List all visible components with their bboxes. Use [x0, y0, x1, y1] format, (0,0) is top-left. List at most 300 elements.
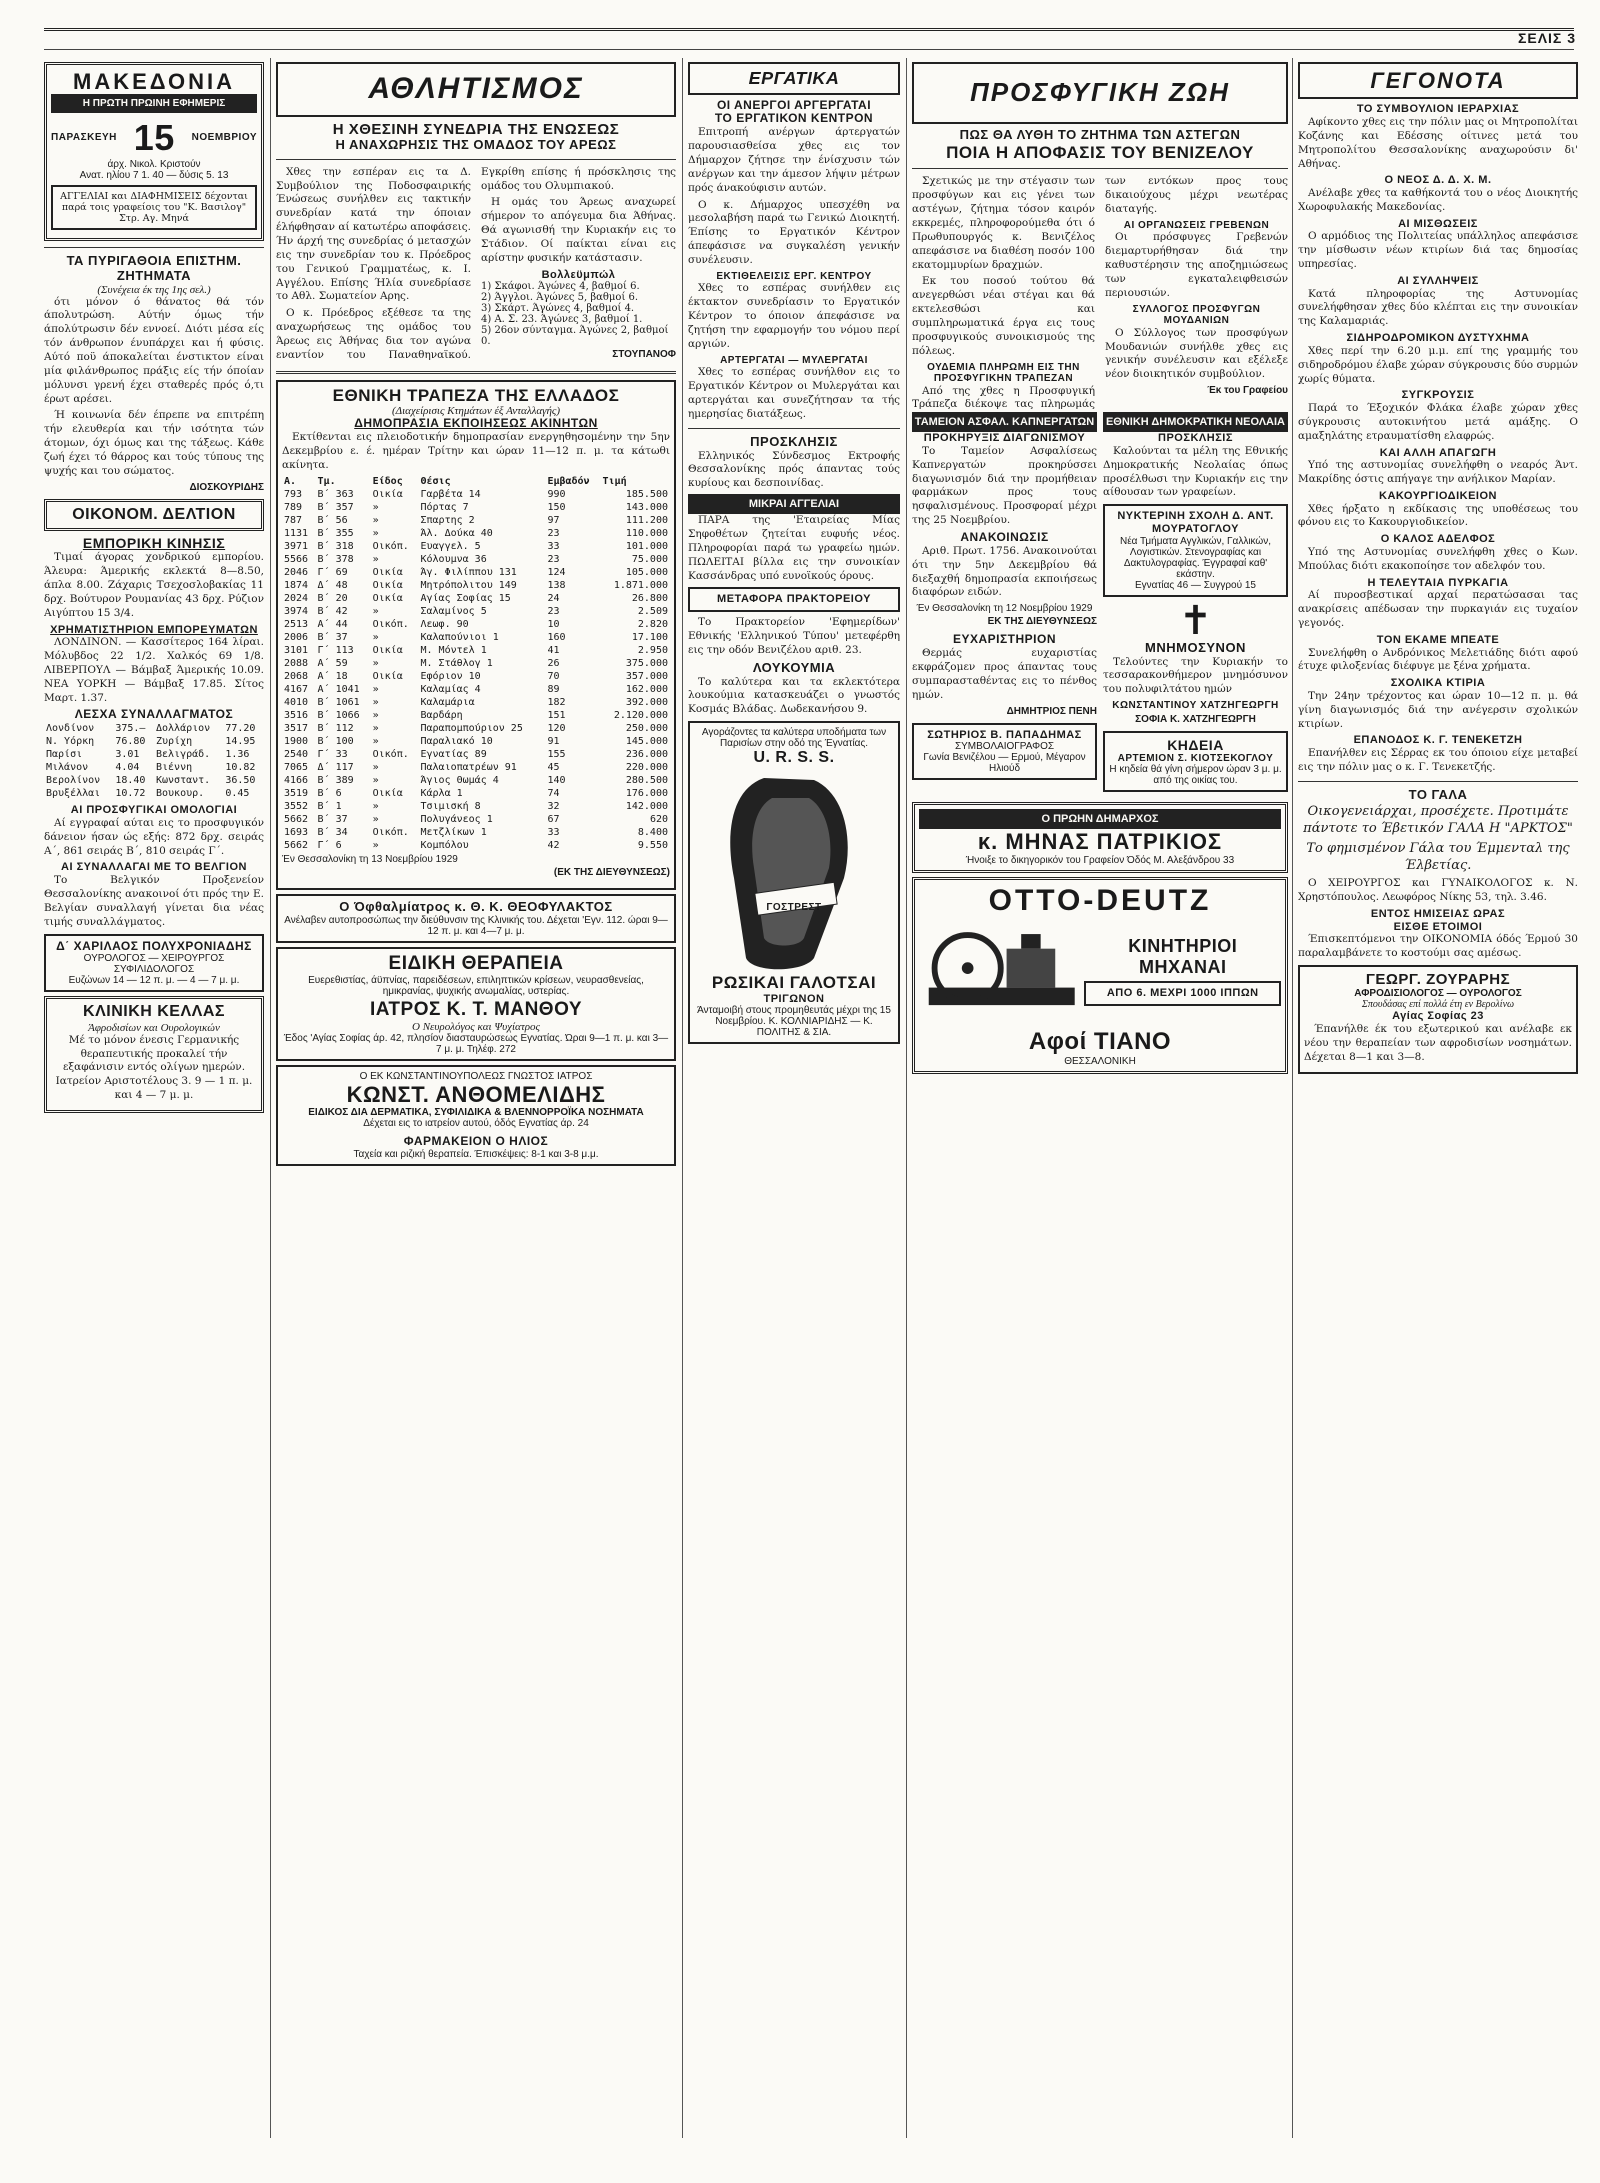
labor-body: Χθες το εσπέρας συνήλθεν εις έκτακτον συνεδρίασιν το Εργατικόν Κέντρον το όποιον άπεφάσισε να ζητήση την εφαρμογήν του νόμου περί αργιών.	[688, 282, 900, 350]
currency-title: ΛΕΣΧΑ ΣΥΝΑΛΛΑΓΜΑΤΟΣ	[74, 707, 234, 722]
property-cell: »	[372, 710, 379, 722]
property-cell: Β΄ 100	[317, 736, 354, 748]
property-cell: 2540	[284, 749, 309, 761]
doctor-address: Ευζώνων 14 — 12 π. μ. — 4 — 7 μ. μ.	[68, 975, 240, 987]
mayor-ad	[912, 802, 1288, 872]
property-cell: 23	[547, 528, 560, 540]
property-cell: 8.400	[637, 827, 668, 839]
property-cell: 2068	[284, 671, 309, 683]
property-cell: 620	[649, 814, 668, 826]
deutz-power: ΑΠΟ 6. ΜΕΧΡΙ 1000 ΙΠΠΩΝ	[1084, 981, 1281, 1006]
property-cell: 89	[547, 684, 560, 696]
belgium-title: ΑΙ ΣΥΝΑΛΛΑΓΑΙ ΜΕ ΤΟ ΒΕΛΓΙΟΝ	[61, 861, 247, 874]
property-cell: »	[372, 606, 379, 618]
galosh-illustration-icon	[694, 768, 894, 978]
urologist-ad	[1298, 965, 1578, 1073]
labor-body: Επιτροπή ανέργων άρτεργατών παρουσιασθείσα χθες εις τον Δήμαρχον ζήτησε την ένίσχυσιν τών ανέργων και την άμεσον λήψιν μέτρων πρός άνακούφισιν αυτών.	[688, 126, 900, 194]
column-2	[276, 58, 676, 1170]
property-cell: 2088	[284, 658, 309, 670]
deutz-brand: OTTO-DEUTZ	[988, 883, 1212, 917]
property-header: Α.	[284, 476, 297, 488]
property-cell: Β΄ 20	[317, 593, 348, 605]
property-cell: 2.820	[637, 619, 668, 631]
property-cell: 41	[547, 645, 560, 657]
property-cell: 3971	[284, 541, 309, 553]
property-cell: Β΄ 112	[317, 723, 354, 735]
property-cell: Γ΄ 6	[317, 840, 342, 852]
therapy-subtitle: Ο Νευρολόγος και Ψυχίατρος	[412, 1021, 540, 1034]
property-cell: Οικία	[372, 671, 403, 683]
property-cell: 74	[547, 788, 560, 800]
article-title: ΤΑ ΠΥΡΙΓΑΘΟΙΑ ΕΠΙΣΤΗΜ. ΖΗΤΗΜΑΤΑ	[66, 252, 242, 283]
property-row	[282, 501, 670, 514]
property-cell: Β΄ 42	[317, 606, 348, 618]
labor-sub: ΕΚΤΙΘΕΛΕΙΣΙΣ ΕΡΓ. ΚΕΝΤΡΟΥ	[716, 270, 872, 282]
therapy-address: Έδος 'Αγίας Σοφίας άρ. 42, πλησίον διασταυρώσεως Εγνατίας. Ώραι 9—1 π. μ. και 3—7 μ. μ. Τηλέφ. 272	[283, 1033, 669, 1056]
currency-cell: 18.40	[115, 775, 146, 787]
shoe-label: ΓΟΣΤΡΕΣΤ	[766, 901, 822, 913]
masthead-box	[44, 62, 264, 241]
bank-notice	[276, 380, 676, 891]
property-row	[282, 761, 670, 774]
property-cell: 110.000	[625, 528, 668, 540]
column-divider	[270, 58, 271, 2138]
month-label: ΝΟΕΜΒΡΙΟΥ	[191, 132, 257, 144]
property-row	[282, 709, 670, 722]
property-cell: Βαρδάρη	[420, 710, 463, 722]
property-cell: 75.000	[631, 554, 668, 566]
divider	[688, 428, 900, 429]
news-body: Αφίκοντο χθες εις την πόλιν μας οι Μητροπολίται Κοζάνης και Εδέσσης οίτινες μετά του Μητροπολίτου Θεσσαλονίκης αναχωρούσιν δι' Αθήνας.	[1298, 115, 1578, 170]
currency-cell: 10.72	[115, 788, 146, 800]
currency-cell: Κωνσταντ.	[155, 775, 211, 787]
therapy-body: Ευερεθιστίας, άϋπνίας, παρειδέσεων, επιληπτικών κρίσεων, νευρασθενείας, ημικρανίας, ψυχικής ανωμαλίας, υστερίας.	[308, 975, 644, 998]
property-row	[282, 631, 670, 644]
property-cell: Γ΄ 69	[317, 567, 348, 579]
news-body: Επανήλθεν εις Σέρρας εκ του όποιου είχε μεταβεί εις την πόλιν μας ο κ. Γ. Τενεκετζής.	[1298, 747, 1578, 773]
property-cell: Β΄ 378	[317, 554, 354, 566]
property-cell: Κάρλα 1	[420, 788, 463, 800]
news-body: Αί πυροσβεστικαί αρχαί περατώσασαι τας ανακρίσεις απέδωσαν την πυρκαγιάν εις τυχαίον γεγονός.	[1298, 589, 1578, 630]
sports-body: Ο κ. Πρόεδρος εξέθεσε τα της αναχωρήσεως της ομάδος του Άρεως εις Άθήνας δια τον αγώνα εναντίον του Παναθηναϊκού. Εγκρίθη επίσης ή πρόσκλησις της ομάδος του Ολυμπιακού.	[276, 165, 676, 361]
currency-cell: 3.01	[115, 749, 140, 761]
property-cell: Β΄ 355	[317, 528, 354, 540]
property-cell: 1.871.000	[613, 580, 668, 592]
property-cell: »	[372, 684, 379, 696]
funeral-notice	[1103, 731, 1288, 793]
property-cell: Λεωφ. 90	[420, 619, 469, 631]
property-cell: Οικία	[372, 567, 403, 579]
property-table	[282, 475, 670, 852]
thanks-signature: ΔΗΜΗΤΡΙΟΣ ΠΕΝΗ	[1006, 705, 1097, 717]
milk-body: Οικογενειάρχαι, προσέχετε. Προτιμάτε πάντοτε το Έβετικόν ΓΑΛΑ Η "ΑΡΚΤΟΣ"	[1303, 803, 1573, 836]
divider	[912, 168, 1288, 169]
property-cell: 3517	[284, 723, 309, 735]
property-cell: Β΄ 318	[317, 541, 354, 553]
rubber-body: Άνταμοιβή στους προμηθευτάς μέχρι της 15 Νοεμβρίου. Κ. ΚΟΛΝΙΑΡΙΔΗΣ — Κ. ΠΟΛΙΤΗΣ & ΣΙΑ.	[697, 1005, 891, 1039]
trade-title: ΕΜΠΟΡΙΚΗ ΚΙΝΗΣΙΣ	[82, 535, 226, 552]
omologies-title: ΑΙ ΠΡΟΣΦΥΓΙΚΑΙ ΟΜΟΛΟΓΙΑΙ	[70, 804, 238, 817]
property-header: Είδος	[372, 476, 403, 488]
property-row	[282, 722, 670, 735]
youth-sub: ΠΡΟΣΚΛΗΣΙΣ	[1158, 432, 1233, 445]
tameio-body: Το Ταμείον Ασφαλίσεως Καπνεργατών προκηρύσσει διαγωνισμόν διά την προμήθειαν φαρμάκων προς τους ησφαλισμένους. Προσφοραί μέχρι της 25 Νοεμβρίου.	[912, 444, 1097, 527]
news-title: ΕΠΑΝΟΔΟΣ Κ. Γ. ΤΕΝΕΚΕΤΖΗ	[1353, 734, 1523, 747]
property-cell: Μ. Στάθλογ 1	[420, 658, 493, 670]
property-row	[282, 683, 670, 696]
property-cell: 1693	[284, 827, 309, 839]
volley-row: 4) Α. Σ. 23. Άγώνες 3, βαθμοί 1.	[481, 314, 643, 326]
ophthalmologist-ad	[276, 894, 676, 943]
currency-row	[44, 735, 264, 748]
property-cell: Β΄ 389	[317, 775, 354, 787]
property-cell: 33	[547, 541, 560, 553]
column-5	[1298, 58, 1578, 1078]
currency-cell: Μιλάνον	[46, 762, 89, 774]
bank-title: ΕΘΝΙΚΗ ΤΡΑΠΕΖΑ ΤΗΣ ΕΛΛΑΔΟΣ	[332, 385, 620, 405]
milk-title: ΤΟ ΓΑΛΑ	[1408, 786, 1468, 802]
property-cell: 5662	[284, 814, 309, 826]
property-cell: Β΄ 363	[317, 489, 354, 501]
divider	[276, 159, 676, 160]
refugee-body: Εκ του ποσού τούτου θά ανεγερθώσι νέαι στέγαι και θά εκτελεσθώσι και συμπληρωματικά έργα εις τους προσφυγικούς συνοικισμούς της πόλεως.	[912, 275, 1095, 357]
property-cell: Σαλαμίνος 5	[420, 606, 487, 618]
exchange-title: ΧΡΗΜΑΤΙΣΤΗΡΙΟΝ ΕΜΠΟΡΕΥΜΑΤΩΝ	[50, 623, 258, 636]
currency-row	[44, 774, 264, 787]
news-section-header: ΓΕΓΟΝΟΤΑ	[1298, 62, 1578, 99]
property-row	[282, 670, 670, 683]
property-cell: Οικόπ.	[372, 619, 409, 631]
deutz-engines: ΚΙΝΗΤΗΡΙΟΙ ΜΗΧΑΝΑΙ	[1128, 936, 1238, 977]
property-cell: Οικία	[372, 593, 403, 605]
property-cell: 33	[547, 827, 560, 839]
shoe-brand: U. R. S. S.	[753, 749, 835, 767]
currency-cell: Βερολίνον	[46, 775, 101, 787]
property-cell: »	[372, 502, 379, 514]
property-cell: Μετζλίκων 1	[420, 827, 487, 839]
currency-cell: Δολλάριον	[155, 723, 211, 735]
loukoumia-title: ΛΟΥΚΟΥΜΙΑ	[752, 659, 836, 675]
volley-title: Βολλεϋμπώλ	[541, 268, 616, 281]
property-cell: Δ΄ 117	[317, 762, 354, 774]
labor-sub: ΑΡΤΕΡΓΑΤΑΙ — ΜΥΛΕΡΓΑΤΑΙ	[720, 354, 868, 366]
ready-title: ΕΝΤΟΣ ΗΜΙΣΕΙΑΣ ΩΡΑΣ	[1370, 908, 1506, 921]
currency-cell: 77.20	[225, 723, 256, 735]
property-cell: 3101	[284, 645, 309, 657]
property-cell: Οικία	[372, 489, 403, 501]
property-cell: 120	[547, 723, 566, 735]
tameio-title: ΤΑΜΕΙΟΝ ΑΣΦΑΛ. ΚΑΠΝΕΡΓΑΤΩΝ	[912, 412, 1097, 432]
ready-body: Έπισκεπτόμενοι την ΟΙΚΟΝΟΜΙΑ όδός Έρμού 30 παραλαμβάνετε το κοστούμι σας αμέσως.	[1298, 933, 1578, 960]
property-row	[282, 644, 670, 657]
property-cell: Α΄ 59	[317, 658, 348, 670]
property-cell: 2006	[284, 632, 309, 644]
property-cell: Οικόπ.	[372, 541, 409, 553]
property-cell: Γ΄ 113	[317, 645, 354, 657]
news-title: ΣΧΟΛΙΚΑ ΚΤΙΡΙΑ	[1390, 677, 1486, 690]
refugee-article	[912, 175, 1288, 412]
property-cell: »	[372, 697, 379, 709]
refugee-signature: Έκ του Γραφείου	[1207, 385, 1288, 397]
sports-body: Η ομάς του Άρεως αναχωρεί σήμερον το απόγευμα δια Άθήνας. Θά αγωνισθή την Κυριακήν εις το Στάδιον. Οί παίκται είναι εις αρίστην φυσικήν κατάστασιν.	[481, 196, 676, 264]
property-cell: 357.000	[625, 671, 668, 683]
property-cell: 250.000	[625, 723, 668, 735]
property-cell: 23	[547, 606, 560, 618]
property-cell: Β΄ 1066	[317, 710, 360, 722]
bank-intro: Εκτίθενται εις πλειοδοτικήν δημοπρασίαν ενεργηθησομένην την 5ην Δεκεμβρίου ε. έ. ημέραν Τρίτην και ώραν 11—12 π. μ. τα κάτωθι ακίνητα.	[282, 430, 670, 471]
property-cell: 375.000	[625, 658, 668, 670]
property-cell: 97	[547, 515, 560, 527]
property-cell: 2.120.000	[613, 710, 668, 722]
property-cell: »	[372, 801, 379, 813]
news-title: ΑΙ ΣΥΛΛΗΨΕΙΣ	[1397, 274, 1479, 287]
labor-section-header: ΕΡΓΑΤΙΚΑ	[688, 62, 900, 95]
currency-cell: 14.95	[225, 736, 256, 748]
milk-body-2: Το φημισμένον Γάλα του Έμμενταλ της Έλβετίας.	[1306, 841, 1570, 874]
refugee-body: Από της χθες η Προσφυγική Τράπεζα διέκοψε τας πληρωμάς των εντόκων προς τους δικαιούχους μέχρι νεωτέρας διαταγής.	[912, 175, 1288, 411]
property-cell: 793	[284, 489, 303, 501]
bank-date: Έν Θεσσαλονίκη τη 13 Νοεμβρίου 1929	[282, 854, 458, 866]
volley-row: 3) Σκάρτ. Άγώνες 4, βαθμοί 4.	[481, 303, 635, 315]
school-ad	[1103, 504, 1288, 596]
deutz-city: ΘΕΣΣΑΛΟΝΙΚΗ	[1064, 1055, 1136, 1067]
property-cell: Α΄ 44	[317, 619, 348, 631]
labor-headline: ΟΙ ΑΝΕΡΓΟΙ ΑΡΓΕΡΓΑΤΑΙ	[716, 97, 872, 112]
column-divider	[906, 58, 907, 2138]
deutz-dealer: Αφοί ΤΙΑΝΟ	[1028, 1028, 1172, 1056]
page-number: ΣΕΛΙΣ 3	[1517, 30, 1576, 46]
property-row	[282, 579, 670, 592]
trade-body: Τιμαί άγορας χονδρικού εμπορίου. Άλευρα: Άμερικής εκλεκτά 8—8.50, άπλα 8.00. Ζάχαρις Τσεχοσλοβακίας 11 δρχ. Βούτυρον Ρουμανίας 43 δρχ. Ρύζιον Αιγύπτου 15 3/4.	[44, 551, 264, 619]
school-body: Νέα Τμήματα Αγγλικών, Γαλλικών, Λογιστικών. Στενογραφίας και Δακτυλογραφίας. Έγγραφαί καθ' εκάστην.	[1119, 535, 1272, 580]
urologist-specialty: ΑΦΡΟΔΙΣΙΟΛΟΓΟΣ — ΟΥΡΟΛΟΓΟΣ	[1354, 988, 1522, 1000]
volley-row: 5) 26ον σύνταγμα. Άγώνες 2, βαθμοί 0.	[481, 325, 669, 348]
doc2-address: Δέχεται εις το ιατρείον αυτού, όδός Εγνατίας άρ. 24	[363, 1118, 589, 1130]
urologist-name: ΓΕΩΡΓ. ΖΟΥΡΑΡΗΣ	[1365, 971, 1511, 989]
property-cell: Οικία	[372, 788, 403, 800]
property-cell: Μητρόπολιτου 149	[420, 580, 517, 592]
ready-sub: ΕΙΣΘΕ ΕΤΟΙΜΟΙ	[1393, 920, 1483, 933]
property-cell: »	[372, 723, 379, 735]
news-title: ΤΟ ΣΥΜΒΟΥΛΙΟΝ ΙΕΡΑΡΧΙΑΣ	[1356, 103, 1520, 116]
volley-standings	[481, 281, 676, 347]
property-cell: 145.000	[625, 736, 668, 748]
notices-left	[912, 412, 1097, 796]
notice-signature: ΕΚ ΤΗΣ ΔΙΕΥΘΥΝΣΕΩΣ	[987, 616, 1097, 628]
property-cell: 787	[284, 515, 303, 527]
news-body: Χθες ήρξατο η εκδίκασις της υποθέσεως του φόνου εις το Κακουργιοδικείον.	[1298, 502, 1578, 529]
currency-cell: 10.82	[225, 762, 256, 774]
property-cell: 182	[547, 697, 566, 709]
engine-illustration-icon	[919, 918, 1084, 1028]
property-cell: Γ΄ 33	[317, 749, 348, 761]
property-cell: Α΄ 18	[317, 671, 348, 683]
memorial-notice	[1103, 597, 1288, 725]
property-cell: »	[372, 775, 379, 787]
property-cell: Αγίας Σοφίας 15	[420, 593, 511, 605]
currency-cell: Λονδίνον	[46, 723, 95, 735]
thanks-title: ΕΥΧΑΡΙΣΤΗΡΙΟΝ	[952, 632, 1057, 647]
news-body: Ανέλαβε χθες τα καθήκοντά του ο νέος Διοικητής Χωροφυλακής Μακεδονίας.	[1298, 187, 1578, 213]
urologist-sub: Σπουδάσας επί πολλά έτη εν Βερολίνω	[1361, 999, 1515, 1011]
property-row	[282, 813, 670, 826]
econ-title: ΟΙΚΟΝΟΜ. ΔΕΛΤΙΟΝ	[44, 499, 264, 531]
small-ads-header: ΜΙΚΡΑΙ ΑΓΓΕΛΙΑΙ	[688, 494, 900, 514]
property-row	[282, 605, 670, 618]
property-cell: »	[372, 814, 379, 826]
property-cell: 392.000	[625, 697, 668, 709]
property-cell: 150	[547, 502, 566, 514]
masthead-title: ΜΑΚΕΔΟΝΙΑ	[73, 69, 235, 94]
column-3	[688, 58, 900, 1048]
property-header: Εμβαδόν	[547, 476, 590, 488]
belgium-body: Το Βελγικόν Προξενείον Θεσσαλονίκης ανακοινοί ότι πρός την Ε. Βελγίαν συναλλαγή γίνεται δια νέας τιμής συναλλάγματος.	[44, 874, 264, 928]
news-title: Ο ΝΕΟΣ Δ. Δ. Χ. Μ.	[1384, 174, 1492, 187]
property-cell: 111.200	[625, 515, 668, 527]
property-cell: »	[372, 840, 379, 852]
news-body: Την 24ην τρέχοντος και ώραν 10—12 π. μ. θά γίνη διαγωνισμός διά την ανέγερσιν σχολικών κτιρίων.	[1298, 689, 1578, 730]
property-header: Τιμή	[602, 476, 627, 488]
property-cell: 45	[547, 762, 560, 774]
calendar-line: άρχ. Νικολ. Κριστούν	[107, 158, 201, 170]
property-cell: 4166	[284, 775, 309, 787]
property-header: Τμ.	[317, 476, 336, 488]
divider	[44, 247, 264, 248]
news-body: Υπό της Αστυνομίας συνελήφθη χθες ο Κων. Μπούλας διότι εκακοποίησε τον αδελφόν του.	[1298, 545, 1578, 572]
currency-cell: 1.36	[225, 749, 250, 761]
property-header: Θέσις	[420, 476, 451, 488]
lawyer-ad	[912, 723, 1097, 781]
property-cell: 4167	[284, 684, 309, 696]
property-row	[282, 566, 670, 579]
currency-row	[44, 722, 264, 735]
sports-headline-2: Η ΑΝΑΧΩΡΗΣΙΣ ΤΗΣ ΟΜΑΔΟΣ ΤΟΥ ΑΡΕΩΣ	[335, 136, 617, 152]
property-cell: 5566	[284, 554, 309, 566]
property-cell: »	[372, 554, 379, 566]
funeral-body: Η κηδεία θά γίνη σήμερον ώραν 3 μ. μ. από της οικίας του.	[1109, 764, 1282, 787]
property-cell: Β΄ 1061	[317, 697, 360, 709]
mayor-top: Ο ΠΡΩΗΝ ΔΗΜΑΡΧΟΣ	[919, 809, 1281, 829]
property-cell: 17.100	[631, 632, 668, 644]
currency-cell: Βιέννη	[155, 762, 193, 774]
property-cell: 70	[547, 671, 560, 683]
youth-body: Καλούνται τα μέλη της Εθνικής Δημοκρατικής Νεολαίας όπως προσέλθωσι την Κυριακήν εις την αίθουσαν των γραφείων.	[1103, 444, 1288, 499]
divider	[1298, 781, 1578, 782]
shoe-ad	[688, 721, 900, 1044]
property-cell: Οικία	[372, 645, 403, 657]
divider	[276, 371, 676, 374]
currency-row	[44, 748, 264, 761]
deutz-right	[1084, 936, 1281, 1010]
exchange-body: ΛΟΝΔΙΝΟΝ. — Κασσίτερος 164 λίραι. Μόλυβδος 22 1/2. Χαλκός 69 1/8. ΛΙΒΕΡΠΟΥΛ — Βάμβαξ Άμερικής 10.09. ΝΕΑ ΥΟΡΚΗ — Βάμβαξ 17.85. Σίτος Μαρτ. 1.37.	[44, 636, 264, 704]
property-cell: 1900	[284, 736, 309, 748]
funeral-name: ΑΡΤΕΜΙΟΝ Σ. ΚΙΟΤΣΕΚΟΓΛΟΥ	[1117, 752, 1274, 764]
property-row	[282, 657, 670, 670]
therapy-ad	[276, 947, 676, 1061]
tractors-body: Το Πρακτορείον 'Εφημερίδων' Εθνικής 'Ελληνικού Τύπου' μετεφέρθη εις την οδόν Βενιζέλου αριθ. 23.	[688, 616, 900, 656]
mayor-body: Ήνοιξε το δικηγορικόν του Γραφείον Όδός Μ. Αλεξάνδρου 33	[965, 854, 1235, 866]
news-body: Χθες περί την 6.20 μ.μ. επί της γραμμής του σιδηροδρόμου έλαβε χώραν σύγκρουσις δύο συρμών χωρίς θύματα.	[1298, 344, 1578, 385]
property-cell: 160	[547, 632, 566, 644]
property-row	[282, 488, 670, 501]
property-cell: Κομπόλου	[420, 840, 469, 852]
currency-cell: Βρυξέλλαι	[46, 788, 101, 800]
property-cell: Μ. Μόντελ 1	[420, 645, 487, 657]
currency-row	[44, 787, 264, 800]
property-cell: 5662	[284, 840, 309, 852]
sports-headline: Η ΧΘΕΣΙΝΗ ΣΥΝΕΔΡΙΑ ΤΗΣ ΕΝΩΣΕΩΣ	[332, 120, 620, 138]
currency-cell: 375.—	[115, 723, 146, 735]
property-cell: 42	[547, 840, 560, 852]
sports-signature: ΣΤΟΥΠΑΝΟΦ	[612, 349, 676, 361]
urologist-body: Έπανήλθε έκ του εξωτερικού και ανέλαβε εκ νέου την θεραπείαν των αφροδισίων νοσημάτων. Δέχεται 8—1 και 3—8.	[1304, 1023, 1572, 1063]
property-cell: 789	[284, 502, 303, 514]
doctor-ad	[44, 934, 264, 993]
bank-auction-title: ΔΗΜΟΠΡΑΣΙΑ ΕΚΠΟΙΗΣΕΩΣ ΑΚΙΝΗΤΩΝ	[354, 416, 598, 431]
day-label: ΠΑΡΑΣΚΕΥΗ	[51, 132, 117, 144]
currency-cell: 0.45	[225, 788, 250, 800]
property-cell: Β΄ 37	[317, 632, 348, 644]
property-cell: 1874	[284, 580, 309, 592]
sports-article	[276, 166, 676, 365]
deutz-row	[919, 918, 1281, 1028]
property-cell: 3519	[284, 788, 309, 800]
currency-cell: Βελιγράδ.	[155, 749, 211, 761]
therapy-title: ΕΙΔΙΚΗ ΘΕΡΑΠΕΙΑ	[388, 953, 564, 975]
notice-body: Αριθ. Πρωτ. 1756. Ανακοινούται ότι την 5ην Δεκεμβρίου θά διεξαχθή δημοπρασία εκποιήσεως διαφόρων ειδών.	[912, 544, 1097, 599]
invite-body: Ελληνικός Σύνδεσμος Εκτροφής Θεσσαλονίκης πρός άπαντας τούς κυρίους και δεσποινίδας.	[688, 449, 900, 490]
refugee-section-header: ΠΡΟΣΦΥΓΙΚΗ ΖΩΗ	[912, 62, 1288, 124]
volley-row: 1) Σκάφοι. Άγώνες 4, βαθμοί 6.	[481, 281, 640, 293]
notice-title: ΑΝΑΚΟΙΝΩΣΙΣ	[960, 530, 1049, 545]
property-cell: Β΄ 6	[317, 788, 342, 800]
ads-notice: ΑΓΓΕΛΙΑΙ και ΔΙΑΦΗΜΙΣΕΙΣ δέχονται παρά τοις γραφείοις του "Κ. Βασιλογ" Στρ. Αγ. Μηνά	[51, 185, 257, 230]
school-title: ΝΥΚΤΕΡΙΝΗ ΣΧΟΛΗ Δ. ΑΝΤ. ΜΟΥΡΑΤΟΓΛΟΥ	[1117, 510, 1274, 535]
loukoumia-body: Το καλύτερα και τα εκλεκτότερα λουκούμια κατασκευάζει ο γνωστός Κοσμάς Βλάδας. Δωδεκανήσου 9.	[688, 675, 900, 716]
property-cell: Οικόπ.	[372, 749, 409, 761]
property-cell: Σπαρτης 2	[420, 515, 475, 527]
property-cell: 4010	[284, 697, 309, 709]
news-body: Παρά το Έξοχικόν Φλάκα έλαβε χώραν χθες σύγκρουσις αυτοκινήτου μετά αμάξης. Ο αμαξηλάτης ετραυματίσθη ελαφρώς.	[1298, 402, 1578, 442]
column-divider	[1292, 58, 1293, 2138]
doctor-name: Δ΄ ΧΑΡΙΛΑΟΣ ΠΟΛΥΧΡΟΝΙΑΔΗΣ	[56, 938, 252, 953]
currency-cell: 76.80	[115, 736, 146, 748]
property-cell: 3516	[284, 710, 309, 722]
property-cell: Παλαιοπατρέων 91	[420, 762, 517, 774]
property-cell: 124	[547, 567, 566, 579]
labor-body: Χθες το εσπέρας συνήλθον εις το Εργατικόν Κέντρον οι Μυλεργάται και αρτεργάται και συνεζήτησαν τα τής ημερησίας διατάξεως.	[688, 366, 900, 420]
pharmacy-hours: Ταχεία και ριζική θεραπεία. Έπισκέψεις: 8-1 και 3-8 μ.μ.	[353, 1149, 599, 1161]
youth-title: ΕΘΝΙΚΗ ΔΗΜΟΚΡΑΤΙΚΗ ΝΕΟΛΑΙΑ	[1103, 412, 1288, 432]
news-body: Υπό της αστυνομίας συνελήφθη ο νεαρός Άντ. Μακρίδης όστις απήγαγε την ανήλικον Μαρίαν.	[1298, 459, 1578, 486]
property-row	[282, 839, 670, 852]
news-body: Συνελήφθη ο Ανδρόνικος Μελετιάδης διότι αφού έτυχε φιλοξενίας διέφυγε με ξένα χρήματα.	[1298, 646, 1578, 673]
news-title: ΑΙ ΜΙΣΘΩΣΕΙΣ	[1398, 217, 1478, 230]
property-cell: 138	[547, 580, 566, 592]
property-cell: 236.000	[625, 749, 668, 761]
property-row	[282, 826, 670, 839]
property-cell: Καλαμάρια	[420, 697, 475, 709]
news-body: Ο αρμόδιος της Πολιτείας υπάλληλος απεφάσισε την μίσθωσιν νέων κτιρίων διά τας δημοσίας υπηρεσίας.	[1298, 230, 1578, 271]
property-cell: Β΄ 37	[317, 814, 348, 826]
sun-line: Ανατ. ηλίου 7 1. 40 — δύσις 5. 13	[79, 169, 229, 181]
property-row	[282, 514, 670, 527]
lawyer-name: ΣΩΤΗΡΙΟΣ Β. ΠΑΠΑΔΗΜΑΣ	[927, 728, 1082, 741]
property-cell: 151	[547, 710, 566, 722]
property-cell: Καλαμίας 4	[420, 684, 481, 696]
property-cell: 32	[547, 801, 560, 813]
bank-signature: (ΕΚ ΤΗΣ ΔΙΕΥΘΥΝΣΕΩΣ)	[553, 867, 670, 879]
